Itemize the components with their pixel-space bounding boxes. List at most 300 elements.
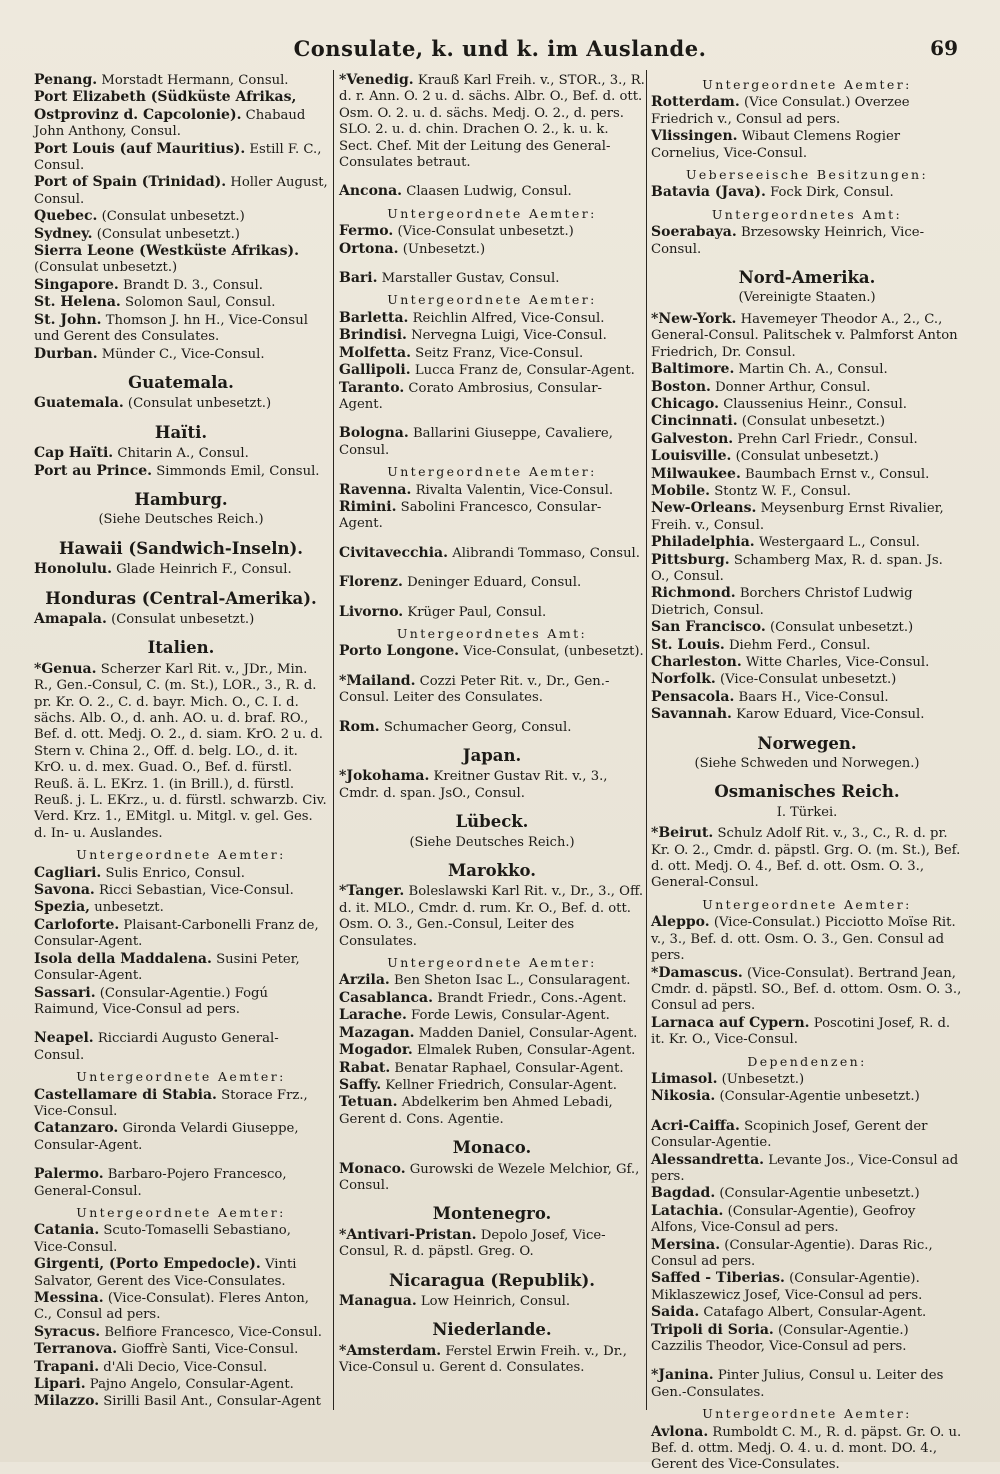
- entry-text: (Vice-Consulat unbesetzt.): [715, 672, 897, 688]
- place-name: Baltimore.: [651, 361, 735, 378]
- consulate-entry: [651, 1424, 963, 1474]
- entry-text: Brandt D. 3., Consul.: [118, 277, 263, 293]
- country-heading: Marokko.: [448, 861, 536, 881]
- place-name: Spezia,: [34, 899, 91, 916]
- consulate-entry: [651, 311, 963, 361]
- consulate-entry: [651, 914, 963, 964]
- place-name: Taranto.: [339, 379, 405, 396]
- section-gap: [34, 1018, 328, 1030]
- entry-text: Westergaard L., Consul.: [754, 535, 920, 551]
- place-name: Vlissingen.: [651, 128, 738, 145]
- page-header: [0, 30, 1000, 70]
- place-name: Aleppo.: [651, 914, 710, 931]
- country-heading: Guatemala.: [128, 372, 234, 392]
- entry-text: Brandt Friedr., Cons.-Agent.: [433, 990, 627, 1006]
- entry-text: Krauß Karl Freih. v., STOR., 3., R. d. r. Ann. O. 2 u. d. sächs. Albr. O., Bef. d. ott. Osm. O. 2. u. d. sächs. Medj. O. 2., d. pers. SLO. 2. u. d. chin. Drachen O. 2., k. u. k. Sect. Chef. Mit der Leitung des General-Consulates betraut.: [339, 73, 645, 171]
- consulate-entry: [34, 243, 328, 277]
- place-name: Terranova.: [34, 1341, 118, 1358]
- entry-text: (Consulat unbesetzt.): [731, 449, 879, 465]
- country-heading: Haïti.: [154, 422, 208, 442]
- place-name: Trapani.: [34, 1358, 100, 1375]
- consulate-entry: [651, 184, 963, 201]
- place-name: Saffy.: [339, 1076, 382, 1093]
- consulate-entry: [34, 1166, 328, 1200]
- entry-text: Pajno Angelo, Consular-Agent.: [85, 1377, 294, 1393]
- place-name: Milazzo.: [34, 1393, 100, 1410]
- consulate-entry: [34, 277, 328, 294]
- country-heading: Nicaragua (Republik).: [388, 1270, 596, 1290]
- place-name: Carloforte.: [34, 916, 120, 933]
- consulate-entry: [651, 1367, 963, 1401]
- place-name: *Janina.: [651, 1367, 714, 1384]
- subsection-heading: Dependenzen:: [747, 1053, 867, 1069]
- consulate-entry: [34, 445, 328, 462]
- place-name: *Amsterdam.: [339, 1342, 442, 1359]
- consulate-entry: [651, 1185, 963, 1202]
- entry-text: Gironda Velardi Giuseppe, Consular-Agent.: [34, 1121, 299, 1153]
- entry-text: Gioffrè Santi, Vice-Consul.: [117, 1342, 299, 1358]
- consulate-entry: [339, 545, 645, 562]
- consulate-entry: [651, 128, 963, 162]
- country-heading: Hawaii (Sandwich-Inseln).: [58, 538, 304, 558]
- entry-text: Baars H., Vice-Consul.: [734, 689, 889, 705]
- entry-text: Schumacher Georg, Consul.: [379, 719, 572, 735]
- section-gap: [339, 707, 645, 719]
- place-name: Porto Longone.: [339, 643, 459, 660]
- place-name: *New-York.: [651, 310, 737, 327]
- place-name: Civitavecchia.: [339, 544, 448, 561]
- consulate-entry: [651, 706, 963, 723]
- consulate-entry: [34, 951, 328, 985]
- place-name: Cagliari.: [34, 864, 102, 881]
- consulate-entry: [651, 1237, 963, 1271]
- consulate-entry: [34, 917, 328, 951]
- place-name: Larache.: [339, 1007, 407, 1024]
- consulate-entry: [339, 1007, 645, 1024]
- place-name: Isola della Maddalena.: [34, 950, 212, 967]
- consulate-entry: [34, 141, 328, 175]
- entry-text: (Consular-Agentie). Miklaszewicz Josef, Vice-Consul ad pers.: [651, 1271, 923, 1303]
- place-name: Messina.: [34, 1290, 104, 1306]
- consulate-entry: [34, 561, 328, 578]
- place-name: Acri-Caiffa.: [651, 1117, 740, 1134]
- place-name: Durban.: [34, 345, 98, 362]
- consulate-entry: [339, 1042, 645, 1059]
- consulate-entry: [34, 661, 328, 842]
- subsection-heading: Untergeordnete Aemter:: [387, 205, 597, 221]
- entry-text: (Unbesetzt.): [717, 1071, 805, 1087]
- subsection-heading: Untergeordnete Aemter:: [387, 464, 597, 480]
- entry-text: Claasen Ludwig, Consul.: [402, 184, 572, 200]
- entry-text: Plaisant-Carbonelli Franz de, Consular-Agent.: [34, 917, 319, 950]
- place-name: Honolulu.: [34, 561, 112, 578]
- consulate-entry: [339, 1077, 645, 1094]
- consulate-entry: [339, 499, 645, 533]
- place-name: Boston.: [651, 378, 711, 395]
- entry-text: (Consular-Agentie unbesetzt.): [715, 1089, 920, 1105]
- place-name: Rabat.: [339, 1059, 391, 1076]
- consulate-entry: [339, 1025, 645, 1042]
- consulate-entry: [34, 1359, 328, 1376]
- consulate-entry: [34, 208, 328, 225]
- place-name: Sydney.: [34, 225, 93, 242]
- place-name: Tripoli di Soria.: [651, 1321, 774, 1338]
- consulate-entry: [651, 483, 963, 500]
- place-name: Larnaca auf Cypern.: [651, 1014, 810, 1031]
- consulate-entry: [34, 312, 328, 346]
- place-name: Philadelphia.: [651, 534, 755, 551]
- consulate-entry: [651, 1118, 963, 1152]
- entry-text: Kellner Friedrich, Consular-Agent.: [381, 1077, 617, 1093]
- page-title: Consulate, k. und k. im Auslande.: [293, 36, 707, 61]
- entry-text: (Consulat unbesetzt.): [97, 209, 245, 225]
- consulate-entry: [651, 500, 963, 534]
- consulate-entry: [34, 1324, 328, 1341]
- entry-text: Nervegna Luigi, Vice-Consul.: [406, 328, 607, 344]
- consulate-entry: [651, 413, 963, 430]
- entry-text: Ben Sheton Isac L., Consularagent.: [389, 973, 631, 989]
- place-name: *Mailand.: [339, 672, 416, 689]
- section-gap: [339, 413, 645, 425]
- entry-text: Pinter Julius, Consul u. Leiter des Gen.-Consulates.: [651, 1368, 944, 1400]
- consulate-entry: [651, 1270, 963, 1304]
- entry-text: (Consulat unbesetzt.): [737, 414, 885, 430]
- entry-text: Vice-Consulat, (unbesetzt).: [459, 644, 644, 660]
- section-gap: [651, 1355, 963, 1367]
- consulate-entry: [339, 223, 645, 240]
- country-heading: Nord-Amerika.: [738, 268, 876, 288]
- section-gap: [339, 258, 645, 270]
- subsection-heading: Ueberseeische Besitzungen:: [685, 167, 929, 183]
- entry-text: Havemeyer Theodor A., 2., C., General-Consul. Palitschek v. Palmforst Anton Friedrich, Dr. Consul.: [651, 311, 958, 360]
- consulate-entry: [339, 270, 645, 287]
- place-name: Mersina.: [651, 1236, 721, 1253]
- place-name: New-Orleans.: [651, 500, 757, 517]
- entry-text: Poscotini Josef, R. d. it. Kr. O., Vice-Consul.: [651, 1015, 951, 1048]
- consulate-entry: [34, 1087, 328, 1121]
- consulate-entry: [651, 94, 963, 128]
- consulate-entry: [651, 619, 963, 636]
- entry-text: (Vice-Consulat.) Picciotto Moïse Rit. v., 3., Bef. d. ott. Osm. O. 3., Gen. Consul ad pers.: [651, 915, 956, 964]
- entry-text: Catafago Albert, Consular-Agent.: [699, 1305, 927, 1321]
- entry-text: Levante Jos., Vice-Consul ad pers.: [651, 1152, 959, 1184]
- entry-text: Sulis Enrico, Consul.: [101, 865, 245, 881]
- consulate-entry: [651, 1203, 963, 1237]
- place-name: *Genua.: [34, 660, 97, 677]
- consulate-entry: [651, 654, 963, 671]
- place-name: *Venedig.: [339, 72, 414, 88]
- place-name: Catania.: [34, 1222, 100, 1239]
- entry-text: unbesetzt.: [90, 900, 164, 916]
- entry-text: Madden Daniel, Consular-Agent.: [414, 1025, 638, 1041]
- consulate-entry: [34, 865, 328, 882]
- place-name: *Jokohama.: [339, 768, 430, 785]
- consulate-entry: [34, 985, 328, 1019]
- consulate-entry: [339, 183, 645, 200]
- consulate-entry: [651, 1322, 963, 1356]
- entry-text: (Consular-Agentie.) Fogú Raimund, Vice-Consul ad pers.: [34, 985, 268, 1017]
- consulate-entry: [651, 534, 963, 551]
- entry-text: Prehn Carl Friedr., Consul.: [733, 431, 918, 447]
- place-name: Norfolk.: [651, 671, 716, 688]
- consulate-entry: [651, 552, 963, 586]
- subsection-heading: Untergeordnete Aemter:: [387, 955, 597, 971]
- consulate-entry: [339, 990, 645, 1007]
- entry-text: Brzesowsky Heinrich, Vice-Consul.: [651, 225, 925, 257]
- place-name: Barletta.: [339, 309, 409, 326]
- place-name: Rom.: [339, 718, 380, 735]
- place-name: Sierra Leone (Westküste Afrikas).: [34, 243, 300, 260]
- place-name: Savannah.: [651, 706, 732, 723]
- entry-text: (Consular-Agentie). Daras Ric., Consul ad pers.: [651, 1237, 933, 1269]
- consulate-entry: [34, 1120, 328, 1154]
- place-name: Singapore.: [34, 276, 119, 293]
- entry-text: Storace Frz., Vice-Consul.: [34, 1087, 308, 1119]
- place-name: Bologna.: [339, 425, 409, 442]
- consulate-entry: [651, 585, 963, 619]
- place-name: Tetuan.: [339, 1094, 398, 1111]
- entry-text: (Vice-Consulat unbesetzt.): [393, 224, 574, 240]
- entry-text: Fock Dirk, Consul.: [765, 185, 894, 201]
- consulate-entry: [339, 604, 645, 621]
- consulate-entry: [339, 643, 645, 660]
- place-name: Mazagan.: [339, 1024, 415, 1041]
- entry-text: d'Ali Decio, Vice-Consul.: [99, 1359, 268, 1375]
- place-name: Pensacola.: [651, 688, 735, 705]
- entry-text: Belfiore Francesco, Vice-Consul.: [100, 1324, 322, 1340]
- place-name: Chicago.: [651, 395, 719, 412]
- entry-text: Marstaller Gustav, Consul.: [377, 271, 560, 287]
- consulate-entry: [651, 1071, 963, 1088]
- consulate-entry: [651, 361, 963, 378]
- cross-reference-note: (Siehe Deutsches Reich.): [409, 834, 575, 850]
- place-name: Bari.: [339, 270, 378, 287]
- consulate-entry: [34, 1256, 328, 1290]
- subsection-heading: Untergeordnete Aemter:: [76, 847, 286, 863]
- place-name: Pittsburg.: [651, 551, 730, 568]
- consulate-entry: [34, 395, 328, 412]
- place-name: Catanzaro.: [34, 1120, 119, 1137]
- entry-text: Witte Charles, Vice-Consul.: [741, 655, 930, 670]
- consulate-entry: [339, 241, 645, 258]
- place-name: Penang.: [34, 72, 98, 88]
- place-name: St. Louis.: [651, 636, 725, 653]
- consulate-entry: [339, 482, 645, 499]
- consulate-entry: [651, 965, 963, 1015]
- place-name: Brindisi.: [339, 327, 407, 344]
- place-name: Ortona.: [339, 240, 399, 257]
- entry-text: Seitz Franz, Vice-Consul.: [410, 345, 584, 361]
- place-name: Bagdad.: [651, 1185, 716, 1202]
- place-name: *Beirut.: [651, 825, 714, 842]
- section-gap: [339, 562, 645, 574]
- entry-text: (Vice Consulat.) Overzee Friedrich v., Consul ad pers.: [651, 95, 910, 127]
- consulate-entry: [34, 611, 328, 628]
- consulate-entry: [651, 1015, 963, 1049]
- subsection-heading: Untergeordnete Aemter:: [76, 1069, 286, 1085]
- entry-text: Reichlin Alfred, Vice-Consul.: [408, 310, 605, 326]
- place-name: San Francisco.: [651, 619, 766, 636]
- entry-text: Forde Lewis, Consular-Agent.: [406, 1008, 610, 1024]
- consulate-entry: [339, 1094, 645, 1128]
- consulate-entry: [34, 89, 328, 140]
- place-name: Molfetta.: [339, 344, 411, 361]
- consulate-entry: [651, 637, 963, 654]
- entry-text: Stontz W. F., Consul.: [710, 483, 851, 499]
- place-name: St. Helena.: [34, 294, 121, 311]
- consulate-entry: [339, 327, 645, 344]
- consulate-entry: [34, 1393, 328, 1410]
- subsection-heading: Untergeordnete Aemter:: [702, 1406, 912, 1422]
- entry-text: Scopinich Josef, Gerent der Consular-Agentie.: [651, 1118, 928, 1151]
- consulate-entry: [339, 72, 645, 171]
- subsection-heading: Untergeordnete Aemter:: [702, 77, 912, 92]
- entry-text: Corato Ambrosius, Consular-Agent.: [339, 380, 603, 412]
- country-heading: Japan.: [462, 746, 522, 765]
- entry-text: Schamberg Max, R. d. span. Js. O., Consul.: [651, 552, 943, 584]
- consulate-entry: [34, 174, 328, 208]
- consulate-entry: [651, 1152, 963, 1186]
- entry-text: Schulz Adolf Rit. v., 3., C., R. d. pr. Kr. O. 2., Cmdr. d. päpstl. Grg. O. (m. St.), Bef. d. ott. Medj. O. 4., Bef. d. ott. Osm. O. 3., General-Consul.: [651, 826, 961, 891]
- place-name: Ancona.: [339, 183, 403, 200]
- place-name: *Damascus.: [651, 964, 743, 981]
- entry-text: (Consulat unbesetzt.): [92, 226, 240, 242]
- place-name: Limasol.: [651, 1070, 718, 1087]
- consulate-entry: [34, 294, 328, 311]
- place-name: Avlona.: [651, 1423, 709, 1440]
- place-name: Syracus.: [34, 1323, 101, 1340]
- consulate-entry: [651, 448, 963, 465]
- place-name: Alessandretta.: [651, 1151, 765, 1168]
- entry-text: Scherzer Karl Rit. v., JDr., Min. R., Gen.-Consul, C. (m. St.), LOR., 3., R. d. pr. Kr. O. 2., C. d. bayr. Mich. O., C. I. d. sächs. Alb. O., d. anh. AO. u. d. braf. RO., Bef. d. ott. Medj. O. 2., d. siam. KrO. 2 u. d. Stern v. China 2., Off. d. belg. LO., d. it. KrO. u. d. mex. Guad. O., Bef. d. fürstl. Reuß. ä. L. EKrz. 1. (in Brill.), d. fürstl. Reuß. j. L. EKrz., u. d. fürstl. schwarzb. Civ. Verd. Krz. 1., EMitgl. u. Mitgl. v. gel. Ges. d. In- u. Auslandes.: [34, 661, 327, 841]
- subsection-heading: Untergeordnete Aemter:: [387, 292, 597, 308]
- cross-reference-note: (Siehe Deutsches Reich.): [98, 512, 264, 528]
- consulate-entry: [339, 883, 645, 950]
- place-name: Richmond.: [651, 585, 736, 602]
- consulate-entry: [34, 1290, 328, 1324]
- subsection-heading: Untergeordnete Aemter:: [702, 896, 912, 912]
- consulate-entry: [339, 1060, 645, 1077]
- consulate-entry: [34, 346, 328, 363]
- cross-reference-note: (Vereinigte Staaten.): [738, 290, 876, 306]
- place-name: Rimini.: [339, 498, 397, 515]
- place-name: Guatemala.: [34, 395, 124, 412]
- entry-text: Claussenius Heinr., Consul.: [719, 396, 907, 412]
- entry-text: (Consular-Agentie), Geofroy Alfons, Vice-Consul ad pers.: [651, 1203, 916, 1236]
- subsection-heading: Untergeordnetes Amt:: [396, 625, 588, 641]
- entry-text: Solomon Saul, Consul.: [120, 295, 276, 311]
- entry-text: Barbaro-Pojero Francesco, General-Consul.: [34, 1167, 287, 1199]
- entry-text: Diehm Ferd., Consul.: [724, 637, 871, 653]
- place-name: Sassari.: [34, 984, 96, 1001]
- section-gap: [339, 592, 645, 604]
- entry-text: Abdelkerim ben Ahmed Lebadi, Gerent d. Cons. Agentie.: [339, 1095, 613, 1127]
- entry-text: Karow Eduard, Vice-Consul.: [731, 707, 925, 723]
- place-name: Galveston.: [651, 430, 734, 447]
- entry-text: Deninger Eduard, Consul.: [402, 575, 582, 591]
- section-gap: [339, 171, 645, 183]
- consulate-entry: [339, 768, 645, 802]
- place-name: *Antivari-Pristan.: [339, 1226, 477, 1243]
- consulate-entry: [339, 362, 645, 379]
- place-name: Batavia (Java).: [651, 184, 766, 201]
- section-gap: [34, 1154, 328, 1166]
- page-number: 69: [930, 36, 958, 60]
- subsection-heading: Untergeordnetes Amt:: [711, 206, 903, 222]
- entry-text: Boleslawski Karl Rit. v., Dr., 3., Off. d. it. MLO., Cmdr. d. rum. Kr. O., Bef. d. ott. Osm. O. 3., Gen.-Consul, Leiter des Consulates.: [339, 884, 644, 949]
- place-name: Cincinnati.: [651, 413, 738, 430]
- entry-text: (Consulat unbesetzt.): [106, 611, 255, 627]
- country-heading: Montenegro.: [432, 1204, 552, 1224]
- section-gap: [339, 661, 645, 673]
- place-name: Ravenna.: [339, 481, 412, 498]
- place-name: Casablanca.: [339, 989, 433, 1006]
- consulate-entry: [339, 972, 645, 989]
- consulate-entry: [339, 1293, 645, 1310]
- consulate-entry: [339, 310, 645, 327]
- consulate-entry: [651, 431, 963, 448]
- column-middle: [339, 72, 645, 1442]
- section-gap: [651, 1106, 963, 1118]
- country-heading: Italien.: [147, 638, 215, 658]
- place-name: Girgenti, (Porto Empedocle).: [34, 1256, 261, 1273]
- place-name: Amapala.: [34, 610, 107, 627]
- place-name: Louisville.: [651, 448, 732, 465]
- place-name: Florenz.: [339, 574, 403, 591]
- entry-text: Vinti Salvator, Gerent des Vice-Consulates.: [34, 1257, 297, 1289]
- entry-text: Rumboldt C. M., R. d. päpst. Gr. O. u. Bef. d. ottm. Medj. O. 4. u. d. mont. DO. 4., Gerent des Vice-Consulates.: [651, 1424, 962, 1473]
- column-left: [34, 72, 328, 1442]
- consulate-entry: [339, 345, 645, 362]
- consulate-entry: [34, 1222, 328, 1256]
- entry-text: Krüger Paul, Consul.: [403, 604, 547, 620]
- consulate-entry: [339, 1161, 645, 1195]
- consulate-entry: [651, 671, 963, 688]
- consulate-entry: [34, 226, 328, 243]
- consulate-entry: [34, 72, 328, 89]
- entry-text: (Unbesetzt.): [398, 241, 486, 257]
- place-name: Monaco.: [339, 1160, 406, 1177]
- place-name: Rotterdam.: [651, 94, 740, 111]
- entry-text: (Vice-Consulat). Fleres Anton, C., Consul ad pers.: [34, 1291, 309, 1323]
- entry-text: Kreitner Gustav Rit. v., 3., Cmdr. d. span. JsO., Consul.: [339, 769, 608, 801]
- place-name: Charleston.: [651, 654, 742, 670]
- place-name: Milwaukee.: [651, 465, 741, 482]
- entry-text: (Consular-Agentie unbesetzt.): [715, 1186, 920, 1202]
- entry-text: Susini Peter, Consular-Agent.: [34, 951, 300, 984]
- country-heading: Lübeck.: [455, 812, 529, 832]
- country-heading: Honduras (Central-Amerika).: [45, 588, 317, 608]
- place-name: Port Louis (auf Mauritius).: [34, 140, 246, 157]
- entry-text: Chabaud John Anthony, Consul.: [34, 107, 306, 140]
- place-name: St. John.: [34, 311, 102, 328]
- country-heading: Niederlande.: [432, 1320, 552, 1340]
- place-name: Livorno.: [339, 603, 404, 620]
- entry-text: Martin Ch. A., Consul.: [734, 362, 888, 378]
- entry-text: Alibrandi Tommaso, Consul.: [448, 545, 640, 561]
- place-name: Port of Spain (Trinidad).: [34, 174, 227, 191]
- entry-text: Depolo Josef, Vice-Consul, R. d. päpstl. Greg. O.: [339, 1227, 606, 1260]
- entry-text: Glade Heinrich F., Consul.: [111, 562, 292, 578]
- entry-text: Ricci Sebastian, Vice-Consul.: [94, 883, 294, 899]
- entry-text: Scuto-Tomaselli Sebastiano, Vice-Consul.: [34, 1223, 291, 1255]
- column-right: [651, 72, 963, 1473]
- place-name: Saida.: [651, 1304, 700, 1321]
- entry-text: Ferstel Erwin Freih. v., Dr., Vice-Consul u. Gerent d. Consulates.: [339, 1343, 627, 1376]
- consulate-entry: [651, 1088, 963, 1105]
- place-name: Lipari.: [34, 1376, 86, 1393]
- entry-text: Estill F. C., Consul.: [34, 141, 322, 174]
